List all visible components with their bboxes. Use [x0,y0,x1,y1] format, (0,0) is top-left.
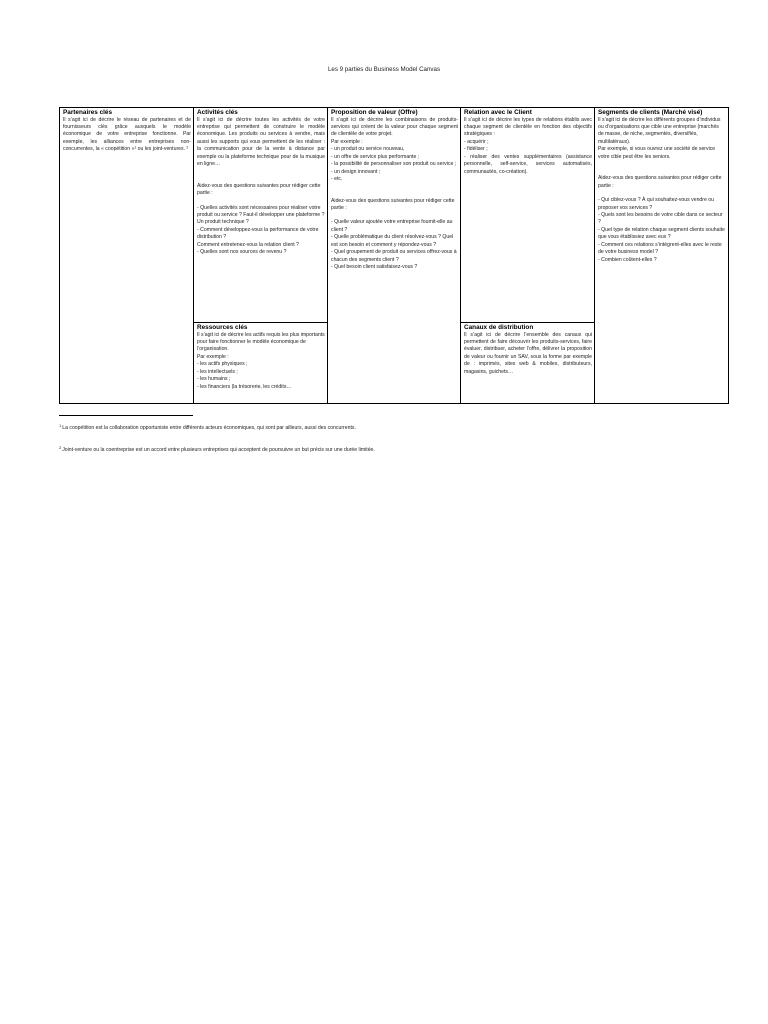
cell-list-item: - acquérir ; [464,138,489,145]
cell-paragraph: Il s’agit ici de décrire l’ensemble des canaux qui permettent de faire découvrir les produits-services, faire évaluer, distribuer, acheter l’offre, délivrer la proposition de valeur ou fournir un SAV, sous la forme par exemple de : imprimés, sites web & mobiles, distributeurs, magasins, guichets… [464,331,592,375]
cell-list-item: - Quelles sont nos sources de revenu ? [197,249,287,256]
cell-list-item: - Comment ces relations s’intègrent-elles avec le reste de votre business model ? [598,241,722,256]
cell-title: Segments de clients (Marché visé) [598,109,703,116]
cell-paragraph: Aidez-vous des questions suivantes pour rédiger cette partie : [331,197,455,212]
cell-key-resources [194,322,327,403]
cell-list-item: - Quels sont les besoins de votre cible dans ce secteur ? [598,212,723,226]
cell-list-item: - les actifs physiques ; [197,361,248,368]
cell-title: Canaux de distribution [464,324,534,331]
cell-paragraph: Par exemple, si vous ouvrez une société de service votre cible peut être les seniors. [598,146,716,160]
page-title: Les 9 parties du Business Model Canvas [327,66,441,73]
cell-title: Proposition de valeur (Offre) [331,109,418,116]
column-value-proposition [327,108,460,403]
footnotes [59,415,729,454]
cell-list-item: - Quel type de relation chaque segment clients souhaite que vous établissiez avec eux ? [598,226,725,241]
blank-line [331,184,458,191]
cell-key-activities [194,108,327,322]
blank-line [197,198,325,205]
footnote-separator [59,415,193,416]
blank-line [598,168,726,175]
cell-list-item: - fidéliser ; [464,146,488,153]
cell-list-item: Par exemple : [197,353,229,360]
cell-list-item: Comment entretenez-vous la relation client ? [197,241,300,248]
cell-value-proposition [328,108,460,403]
cell-customer-relationships [461,108,594,322]
footnote-text: Joint-venture ou la coentreprise est un accord entre plusieurs entreprises qui acceptent de poursuivre un but précis sur une durée limitée. [62,447,375,453]
cell-paragraph: Il s’agit ici de décrire les types de relations établis avec chaque segment de clientèle en fonction des objectifs stratégiques : [464,116,592,138]
cell-paragraph: Il s’agit ici de décrire les actifs requis les plus importants pour faire fonctionner le modèle économique de l’organisation. [197,331,325,353]
blank-line [197,176,325,183]
cell-list-item: - Quel besoin client satisfaisez-vous ? [331,264,418,271]
cell-paragraph: Il s’agit ici de décrire le réseau de partenaires et de fournisseurs clés grâce auxquels le modèle économique de votre entreprise fonctionne. Par exemple, les alliances entre entreprises non-concurrentes, la « coopétition »¹ ou les joint-ventures. ² [63,116,191,153]
cell-list-item: - Quelle valeur ajoutée votre entreprise fournit-elle au client ? [331,219,453,233]
cell-title: Ressources clés [197,324,248,331]
blank-line [331,191,458,198]
column-customer-relationships [460,108,594,403]
cell-list-item: - etc. [331,176,343,183]
column-key-partners [60,108,193,403]
cell-list-item: - un produit ou service nouveau, [331,146,405,153]
cell-channels [461,322,594,403]
footnote-2 [59,444,729,454]
cell-list-item: Par exemple : [331,138,363,145]
cell-list-item: - la possibilité de personnaliser son produit ou service ; [331,161,457,168]
cell-paragraph: Aidez-vous des questions suivantes pour rédiger cette partie : [598,175,722,189]
business-model-canvas-table [59,107,729,404]
cell-key-partners [60,108,193,403]
cell-title: Partenaires clés [63,109,113,116]
cell-list-item: - Quelle problématique du client résolvez-vous ? Quel est son besoin et comment y répondez-vous ? [331,234,454,248]
blank-line [598,161,726,168]
cell-list-item: - Quelles activités sont nécessaires pour réaliser votre produit ou service ? Faut-il développer une plateforme ? Un produit technique ? [197,204,325,226]
cell-list-item: - un design innovant ; [331,168,381,175]
cell-title: Relation avec le Client [464,109,532,116]
footnote-mark: 2 [59,445,62,450]
cell-title: Activités clés [197,109,238,116]
blank-line [197,169,325,176]
cell-paragraph: Il s’agit ici de décrire les combinaisons de produits-services qui créent de la valeur pour chaque segment de clientèle de votre projet. [331,116,458,138]
cell-customer-segments [595,108,728,403]
footnote-1 [59,422,729,432]
cell-list-item: - Qui ciblez-vous ? À qui souhaitez-vous vendre ou proposer vos services ? [598,197,715,211]
cell-list-item: - les intellectuels ; [197,368,238,375]
cell-paragraph: Aidez-vous des questions suivantes pour rédiger cette partie : [197,182,321,197]
cell-list-item: - réaliser des ventes supplémentaires (assistance personnelle, self-service, services automatisés, communautés, co-création). [464,153,592,175]
cell-list-item: - Comment développez-vous la performance de votre distribution ? [197,226,319,241]
footnote-text: La coopétition est la collaboration opportuniste entre différents acteurs économiques, qui sont par ailleurs, aussi des concurrents. [62,425,356,431]
footnote-mark: 1 [59,423,62,428]
cell-list-item: - Quel groupement de produit ou services offrez-vous à chacun des segments client ? [331,249,457,263]
cell-list-item: - les financiers (la trésorerie, les crédits… [197,383,292,390]
cell-list-item: - Combien coûtent-elles ? [598,256,657,263]
column-customer-segments [594,108,728,403]
cell-list-item: - un offre de service plus performante ; [331,153,420,160]
cell-paragraph: Il s’agit ici de décrire les différents groupes d’individus ou d’organisations que cible une entreprise (marchés de masse, de niche, segmentés, diversifiés, multilatéraux). [598,116,721,145]
cell-list-item: - les humains ; [197,376,231,383]
column-key-activities [193,108,327,403]
blank-line [331,212,458,219]
cell-paragraph: Il s’agit ici de décrire toutes les activités de votre entreprise qui permettent de construire le modèle économique. Les produits ou services à vendre, mais aussi les supports qui vous permettent de les réaliser : la communication pour de la vente à distance par exemple ou la plateforme technique pour de la musique en ligne… [197,116,325,168]
